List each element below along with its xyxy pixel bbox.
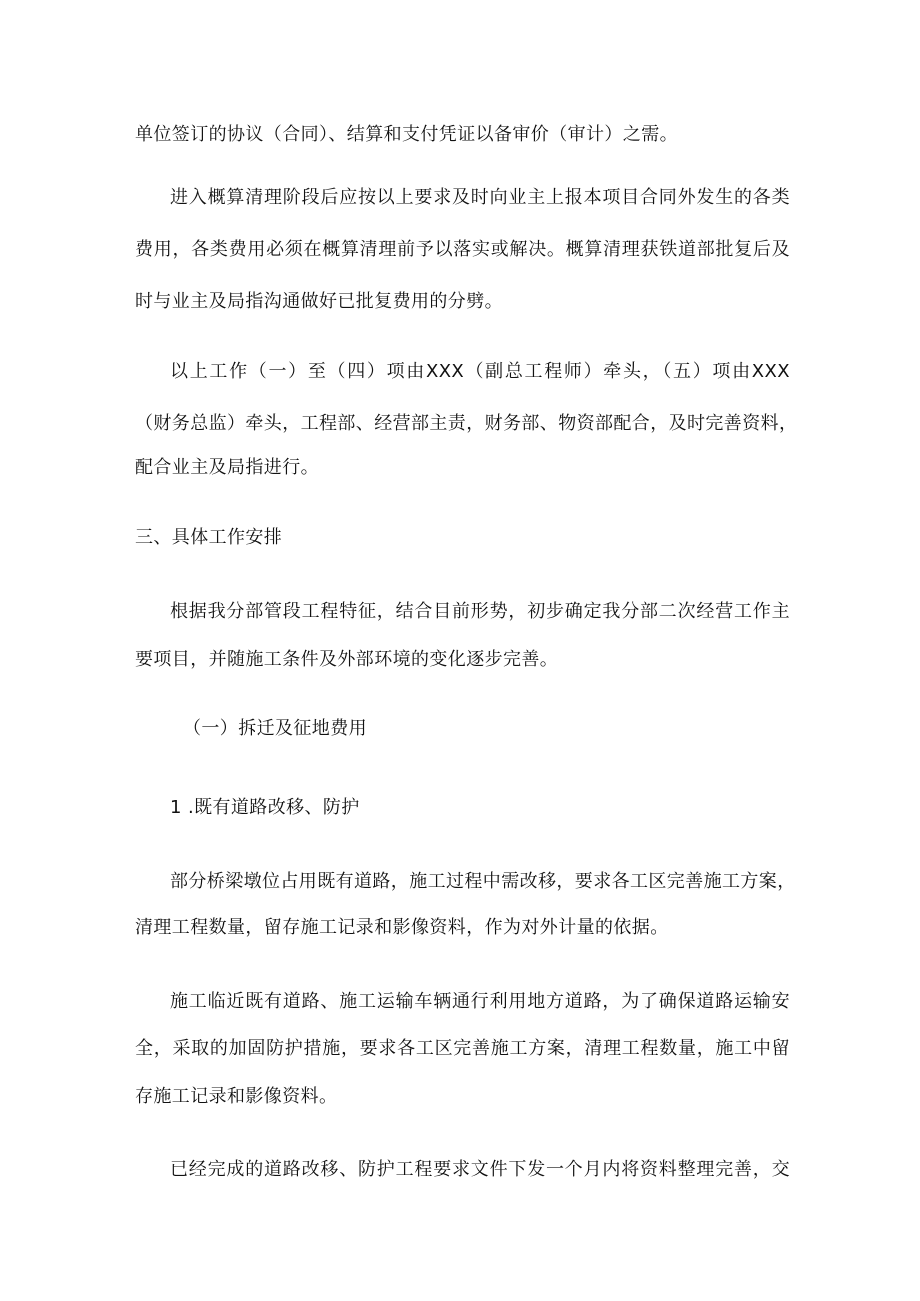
text-line: 施工临近既有道路、施工运输车辆通行利用地方道路，为了确保道路运输安 — [170, 991, 790, 1012]
subsection-heading: （一）拆迁及征地费用 — [183, 718, 367, 739]
text-line: 全，采取的加固防护措施，要求各工区完善施工方案，清理工程数量，施工中留 — [135, 1038, 790, 1059]
text-line: 已经完成的道路改移、防护工程要求文件下发一个月内将资料整理完善，交 — [170, 1159, 790, 1180]
text-line: 要项目，并随施工条件及外部环境的变化逐步完善。 — [135, 649, 559, 670]
text-line: 时与业主及局指沟通做好已批复费用的分劈。 — [135, 291, 503, 312]
section-heading: 三、具体工作安排 — [135, 527, 283, 548]
text-line: 部分桥梁墩位占用既有道路，施工过程中需改移，要求各工区完善施工方案， — [170, 871, 796, 892]
text-line: 以上工作（一）至（四）项由XXX（副总工程师）牵头，（五）项由XXX — [170, 361, 790, 382]
text-line: 根据我分部管段工程特征，结合目前形势，初步确定我分部二次经营工作主 — [170, 601, 790, 622]
text-line: 配合业主及局指进行。 — [135, 457, 319, 478]
text-line: 存施工记录和影像资料。 — [135, 1086, 338, 1107]
item-heading: 1 .既有道路改移、防护 — [170, 797, 360, 818]
text-line: 清理工程数量，留存施工记录和影像资料，作为对外计量的依据。 — [135, 917, 669, 938]
text-line: 单位签订的协议（合同）、结算和支付凭证以备审价（审计）之需。 — [135, 124, 678, 145]
text-line: 费用，各类费用必须在概算清理前予以落实或解决。概算清理获铁道部批复后及 — [135, 239, 790, 260]
text-line: 进入概算清理阶段后应按以上要求及时向业主上报本项目合同外发生的各类 — [170, 187, 790, 208]
text-line: （财务总监）牵头，工程部、经营部主责，财务部、物资部配合，及时完善资料， — [135, 413, 798, 434]
